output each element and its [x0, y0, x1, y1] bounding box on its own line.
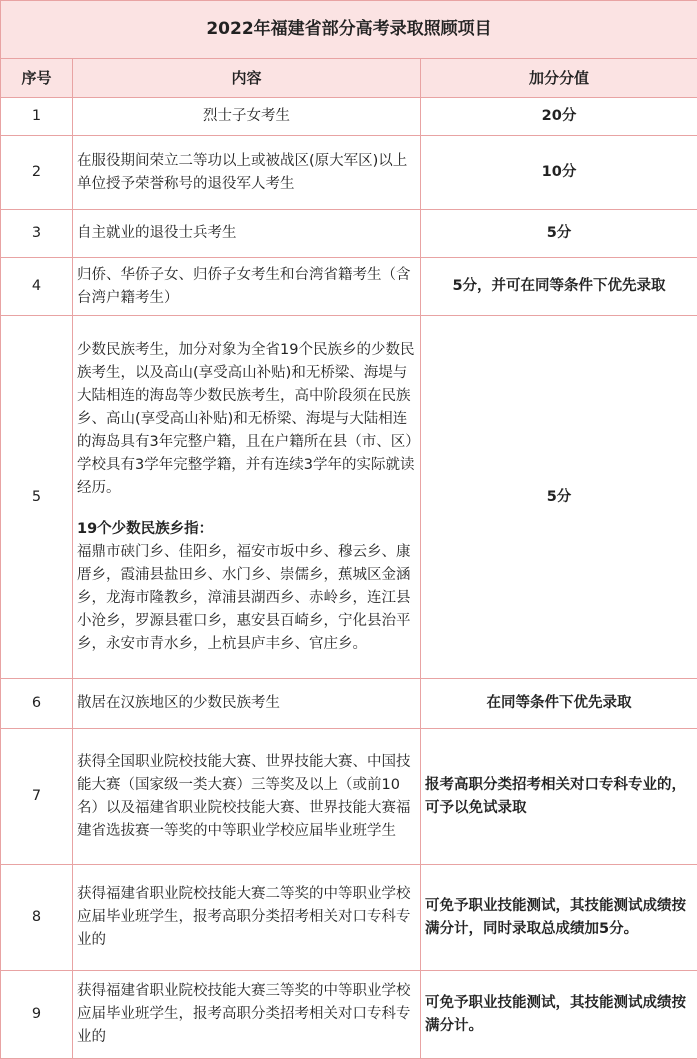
row-no: 7 [1, 729, 73, 865]
row-content: 散居在汉族地区的少数民族考生 [73, 679, 421, 729]
header-no: 序号 [1, 59, 73, 98]
table-row [1, 210, 697, 258]
row-content-heading: 19个少数民族乡指： [77, 520, 214, 537]
row-bonus: 可免予职业技能测试，其技能测试成绩按满分计，同时录取总成绩加5分。 [421, 865, 697, 971]
row-content: 自主就业的退役士兵考生 [73, 210, 421, 258]
header-bonus: 加分分值 [421, 59, 697, 98]
row-bonus: 在同等条件下优先录取 [421, 679, 697, 729]
row-content: 获得福建省职业院校技能大赛二等奖的中等职业学校应届毕业班学生，报考高职分类招考相关对口专科专业的 [73, 865, 421, 971]
table-row [1, 865, 697, 971]
row-no: 9 [1, 971, 73, 1059]
table-title: 2022年福建省部分高考录取照顾项目 [1, 1, 697, 59]
row-no: 1 [1, 98, 73, 136]
table-row [1, 971, 697, 1059]
row-content-list: 福鼎市硖门乡、佳阳乡，福安市坂中乡、穆云乡、康厝乡，霞浦县盐田乡、水门乡、崇儒乡，蕉城区金涵乡，龙海市隆教乡，漳浦县湖西乡、赤岭乡，连江县小沧乡，罗源县霍口乡，惠安县百崎乡，宁化县治平乡，永安市青水乡，上杭县庐丰乡、官庄乡。 [77, 543, 411, 652]
row-bonus: 5分 [421, 210, 697, 258]
header-row [1, 59, 697, 98]
row-bonus: 10分 [421, 136, 697, 210]
table-row [1, 136, 697, 210]
row-content [73, 316, 421, 679]
table-row [1, 98, 697, 136]
row-no: 8 [1, 865, 73, 971]
title-row [1, 1, 697, 59]
table-row [1, 679, 697, 729]
row-content: 获得全国职业院校技能大赛、世界技能大赛、中国技能大赛（国家级一类大赛）三等奖及以上（或前10名）以及福建省职业院校技能大赛、世界技能大赛福建省选拔赛一等奖的中等职业学校应届毕业班学生 [73, 729, 421, 865]
row-bonus: 20分 [421, 98, 697, 136]
table-row [1, 316, 697, 679]
row-no: 5 [1, 316, 73, 679]
row-content: 获得福建省职业院校技能大赛三等奖的中等职业学校应届毕业班学生，报考高职分类招考相关对口专科专业的 [73, 971, 421, 1059]
table-row [1, 258, 697, 316]
row-content-text: 少数民族考生，加分对象为全省19个民族乡的少数民族考生，以及高山(享受高山补贴)和无桥梁、海堤与大陆相连的海岛等少数民族考生，高中阶段须在民族乡、高山(享受高山补贴)和无桥梁、海堤与大陆相连的海岛具有3年完整户籍，且在户籍所在县（市、区）学校具有3学年完整学籍，并有连续3学年的实际就读经历。 [77, 341, 415, 496]
row-content: 烈士子女考生 [73, 98, 421, 136]
row-content: 在服役期间荣立二等功以上或被战区(原大军区)以上单位授予荣誉称号的退役军人考生 [73, 136, 421, 210]
header-content: 内容 [73, 59, 421, 98]
row-no: 4 [1, 258, 73, 316]
row-bonus: 可免予职业技能测试，其技能测试成绩按满分计。 [421, 971, 697, 1059]
row-content: 归侨、华侨子女、归侨子女考生和台湾省籍考生（含台湾户籍考生） [73, 258, 421, 316]
row-bonus: 5分 [421, 316, 697, 679]
row-no: 6 [1, 679, 73, 729]
row-bonus: 报考高职分类招考相关对口专科专业的，可予以免试录取 [421, 729, 697, 865]
row-no: 3 [1, 210, 73, 258]
row-bonus: 5分，并可在同等条件下优先录取 [421, 258, 697, 316]
table-row [1, 729, 697, 865]
row-no: 2 [1, 136, 73, 210]
